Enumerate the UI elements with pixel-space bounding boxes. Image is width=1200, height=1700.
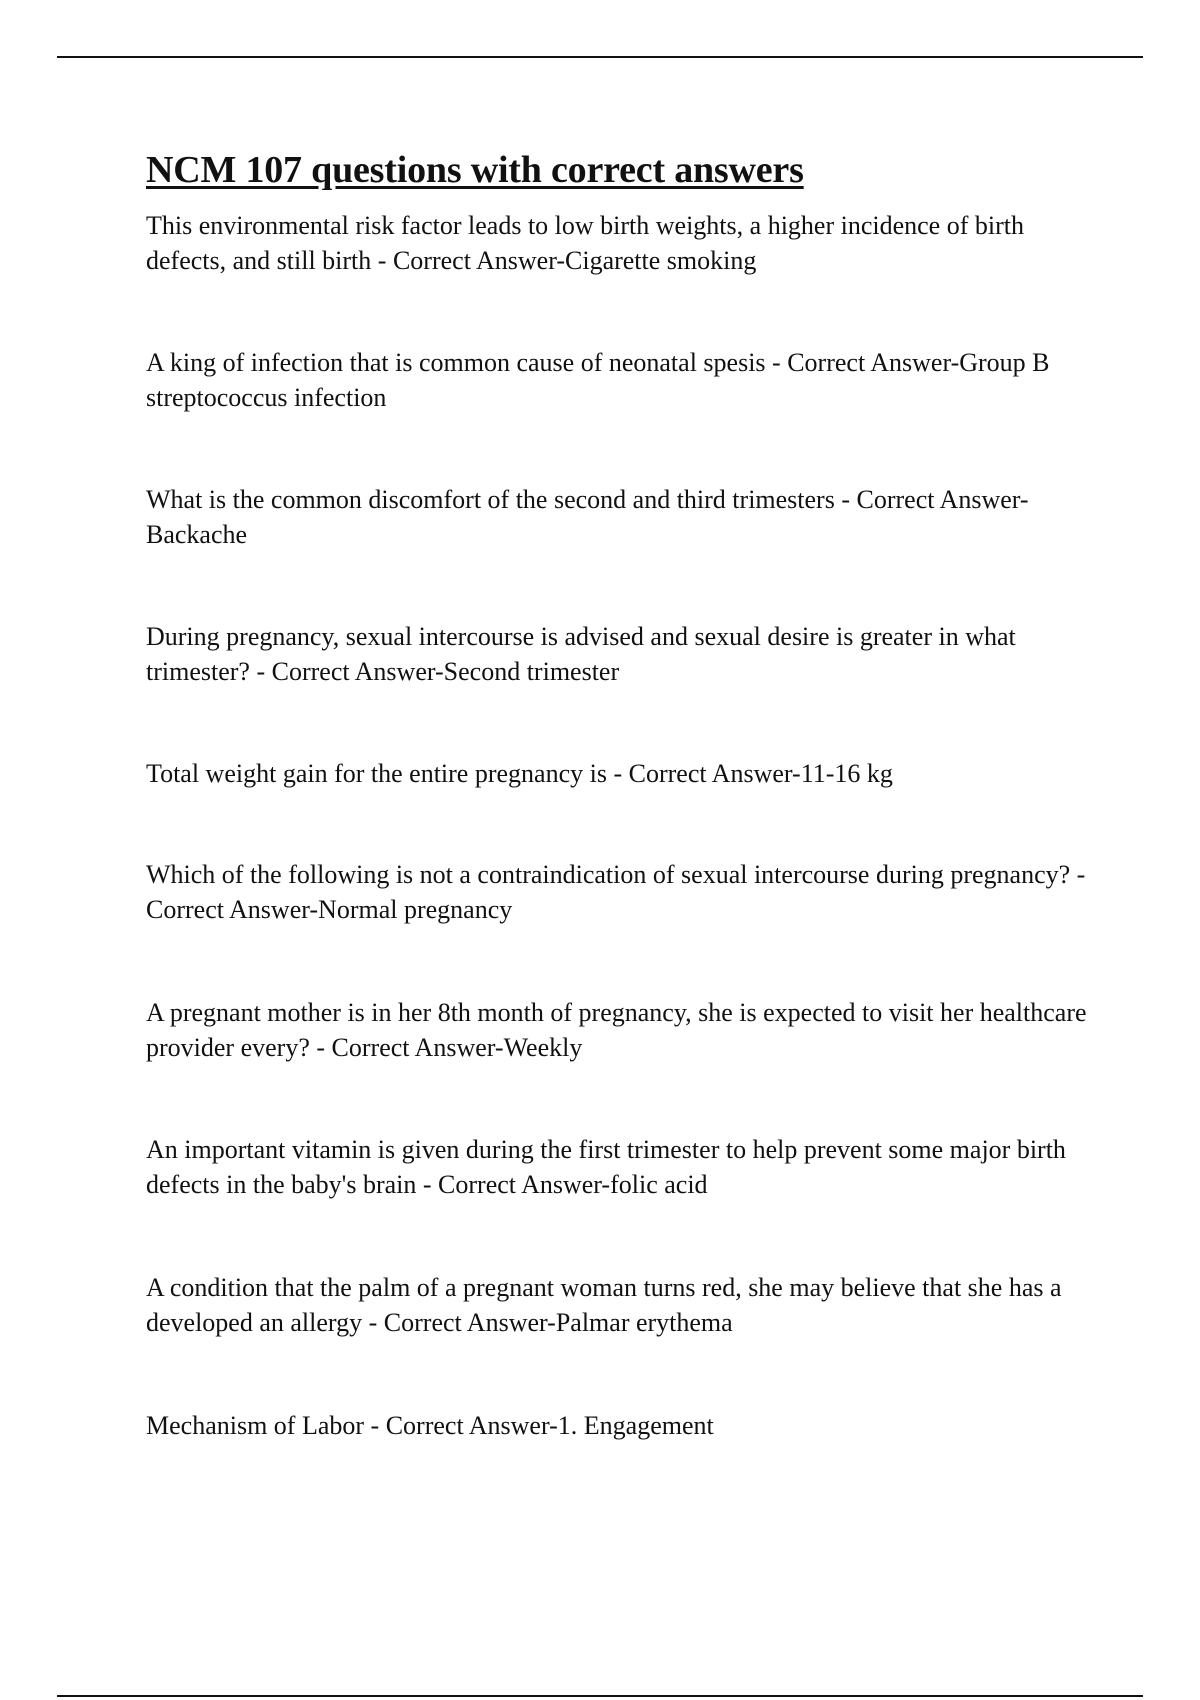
bottom-rule [57,1695,1143,1697]
answer-prefix: Correct Answer- [331,1033,504,1062]
answer-prefix: Correct Answer- [392,246,565,275]
qa-item [146,208,1096,278]
question-text: An important vitamin is given during the first trimester to help prevent some major birth defects in the baby's brain [146,1135,1066,1199]
answer-prefix: Correct Answer- [856,485,1029,514]
answer-prefix: Correct Answer- [787,348,960,377]
answer-separator: - [765,348,788,377]
question-text: During pregnancy, sexual intercourse is advised and sexual desire is greater in what trimester? [146,622,1016,686]
answer-separator: - [309,1033,332,1062]
answer-text: folic acid [610,1170,708,1199]
question-text: A condition that the palm of a pregnant woman turns red, she may believe that she has a developed an allergy [146,1273,1062,1337]
answer-prefix: Correct Answer- [146,895,319,924]
question-text: Mechanism of Labor [146,1411,365,1440]
answer-separator: - [1070,860,1086,889]
qa-item [146,1408,1096,1443]
top-rule [57,56,1143,58]
answer-prefix: Correct Answer- [383,1308,556,1337]
answer-prefix: Correct Answer- [628,759,801,788]
answer-prefix: Correct Answer- [271,657,444,686]
answer-separator: - [834,485,857,514]
answer-separator: - [364,1411,386,1440]
answer-text: Palmar erythema [555,1308,733,1337]
qa-item [146,482,1096,552]
question-text: Total weight gain for the entire pregnancy is [146,759,607,788]
question-text: This environmental risk factor leads to low birth weights, a higher incidence of birth defects, and still birth [146,211,1024,275]
question-text: A king of infection that is common cause of neonatal spesis [146,348,766,377]
answer-text: Cigarette smoking [565,246,757,275]
qa-item [146,345,1096,415]
answer-text: Weekly [503,1033,583,1062]
question-text: Which of the following is not a contraindication of sexual intercourse during pregnancy? [146,860,1071,889]
answer-separator: - [371,246,393,275]
answer-prefix: Correct Answer- [438,1170,611,1199]
question-text: A pregnant mother is in her 8th month of pregnancy, she is expected to visit her healthcare provider every? [146,998,1087,1062]
qa-item [146,857,1096,927]
qa-item [146,1132,1096,1202]
answer-text: Backache [146,520,248,549]
answer-text: Second trimester [443,657,620,686]
answer-text: Normal pregnancy [318,895,513,924]
question-text: What is the common discomfort of the second and third trimesters [146,485,835,514]
qa-item [146,619,1096,689]
answer-separator: - [606,759,629,788]
answer-separator: - [249,657,272,686]
answer-text: 11-16 kg [800,759,893,788]
qa-item [146,995,1096,1065]
answer-separator: - [362,1308,384,1337]
qa-item [146,1270,1096,1340]
answer-separator: - [416,1170,439,1199]
document-title: NCM 107 questions with correct answers [146,149,804,191]
document-body [146,146,1096,1440]
qa-item [146,756,1096,791]
answer-prefix: Correct Answer- [385,1411,558,1440]
answer-text: 1. Engagement [557,1411,714,1440]
answer-text: Group B streptococcus infection [146,348,1050,412]
